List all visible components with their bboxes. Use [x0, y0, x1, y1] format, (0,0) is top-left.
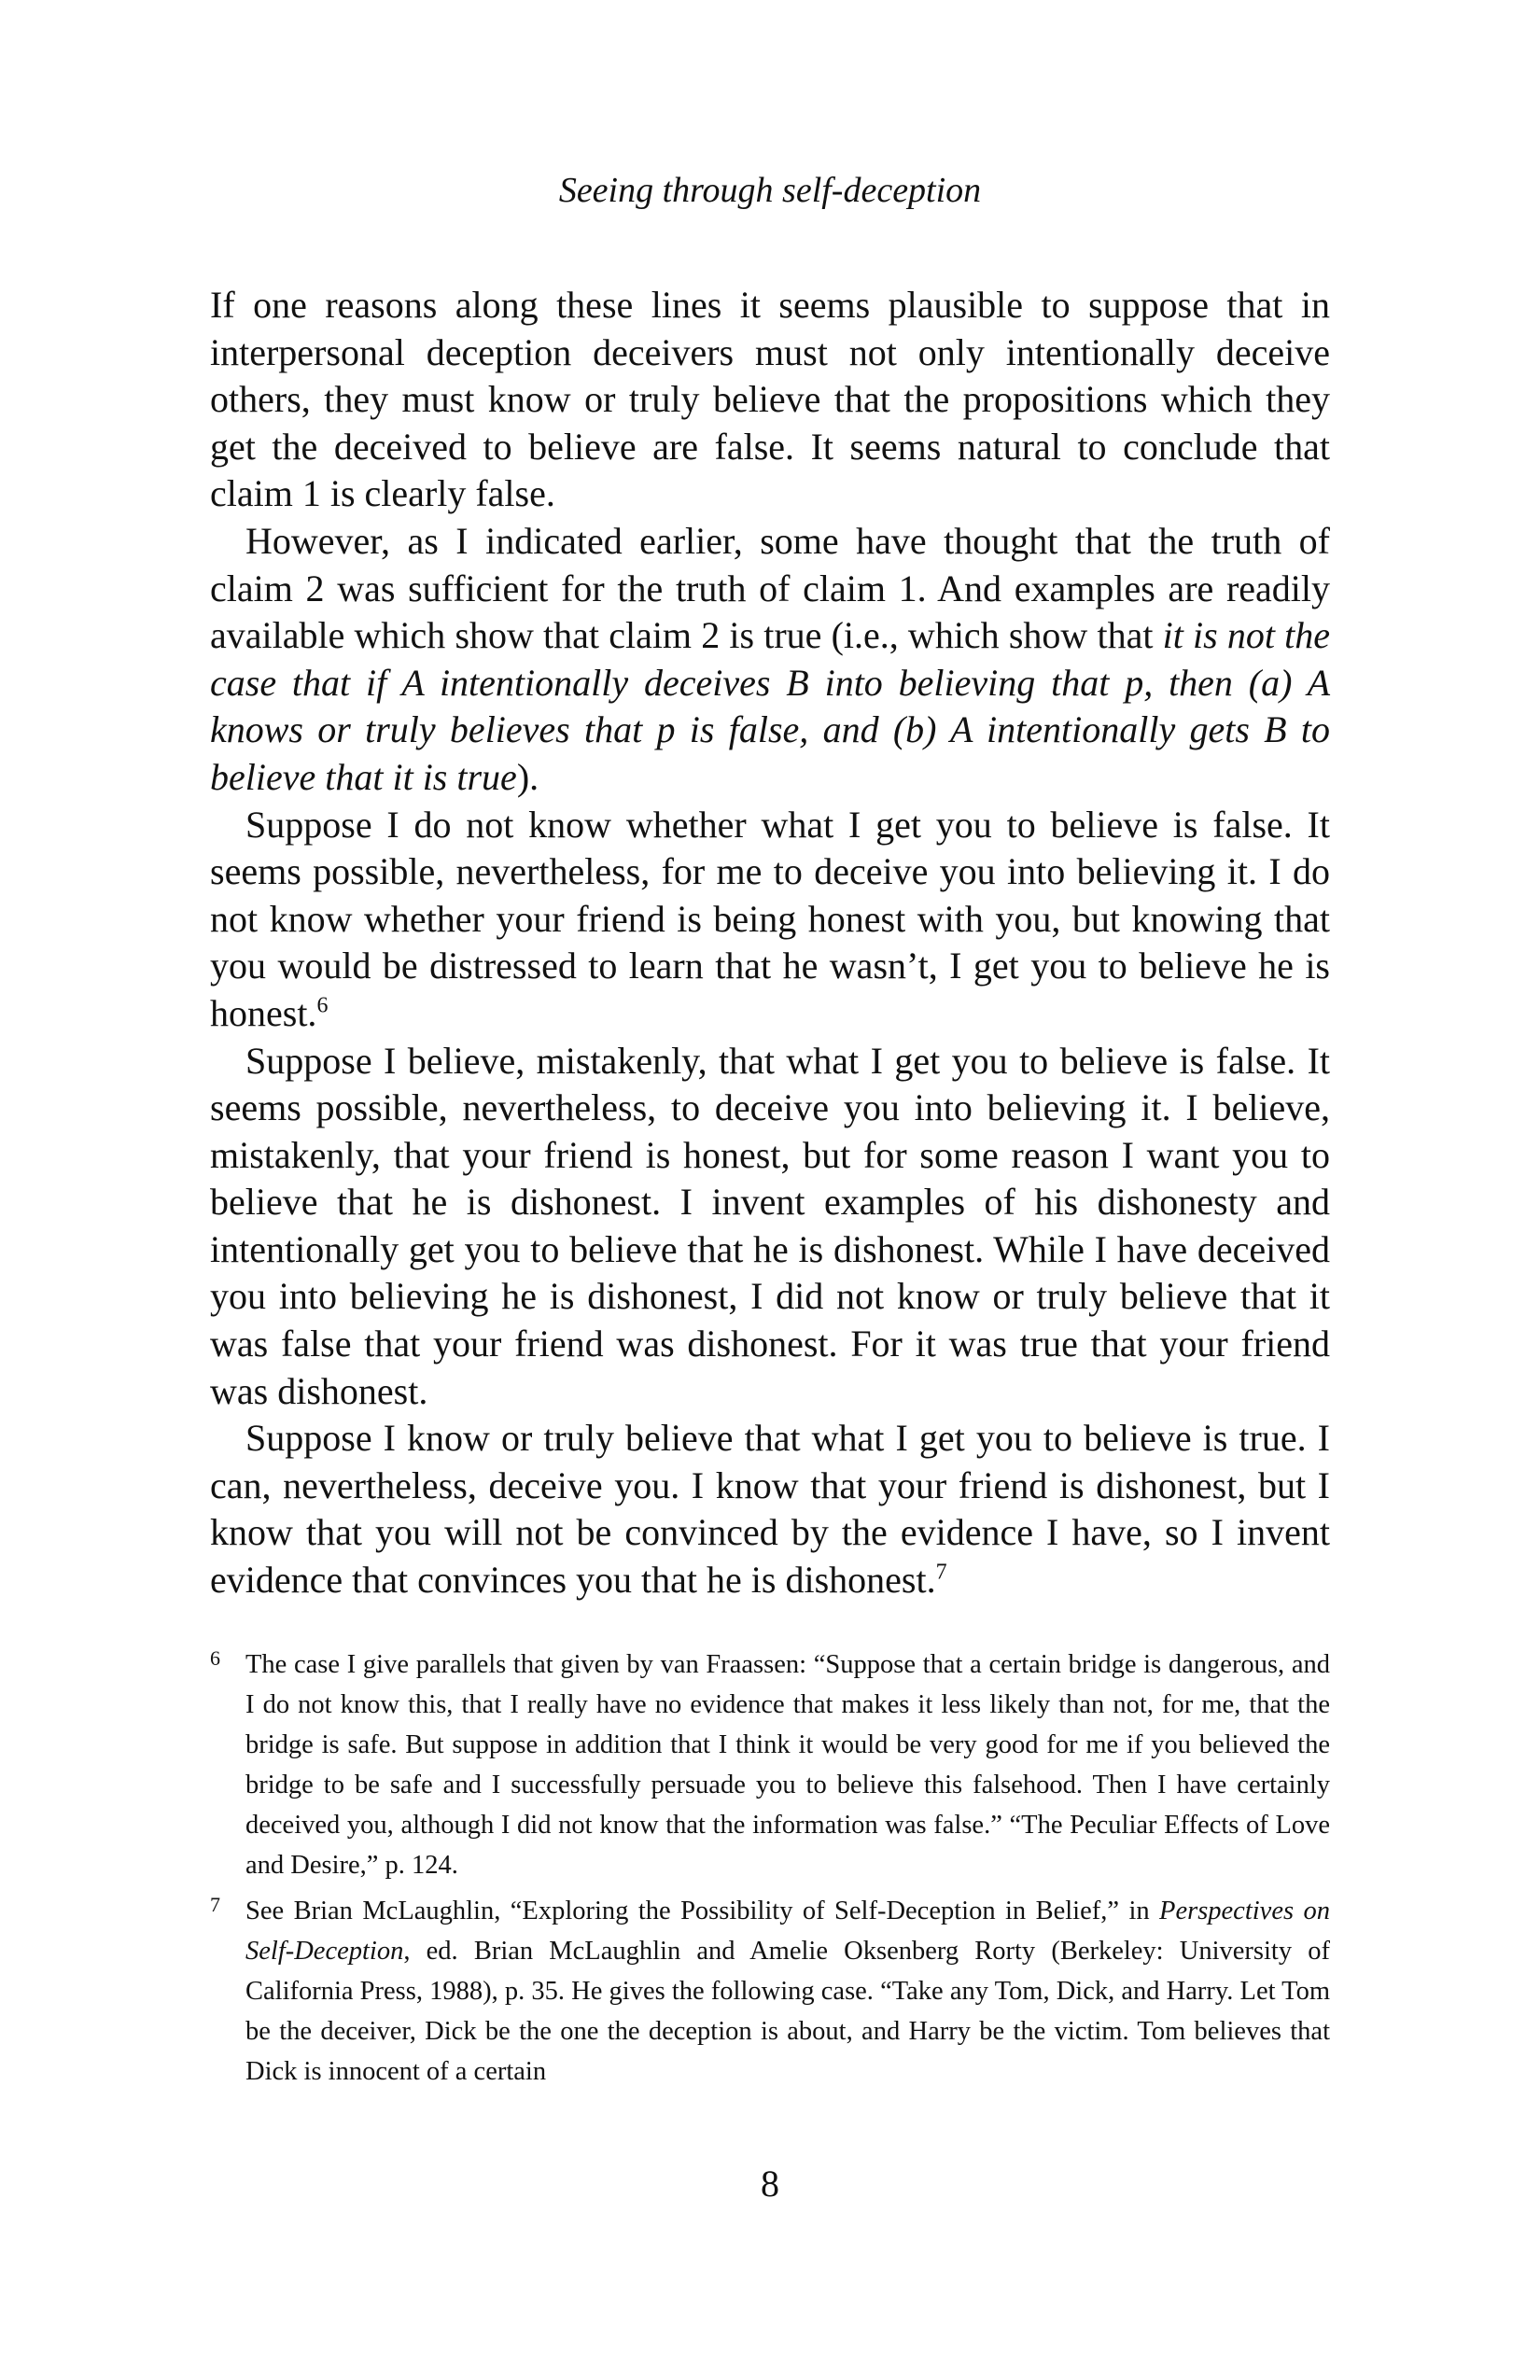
footnote-number: 6: [210, 1646, 220, 1670]
paragraph: If one reasons along these lines it seems plausible to suppose that in interpersonal deception deceivers must not only intentionally deceive others, they must know or truly believe that the propositions which they get the deceived to believe are false. It seems natural to conclude that claim 1 is clearly false.: [210, 284, 1330, 515]
paragraph: Suppose I know or truly believe that what I get you to believe is true. I can, nevertheless, deceive you. I know that your friend is dishonest, but I know that you will not be convinced by the evidence I have, so I invent evidence that convinces you that he is dishonest.$^7$: [210, 1417, 1330, 1602]
running-head: Seeing through self-deception: [558, 171, 982, 210]
footnote-ref[interactable]: 7: [935, 1560, 947, 1585]
footnote: 6 The case I give parallels that given by van Fraassen: “Suppose that a certain bridge is dangerous, and I do not know this, that I really have no evidence that makes it less likely than not, for me, that the bridge is safe. But suppose in addition that I think it would be very good for me if you believed the bridge to be safe and I successfully persuade you to believe this falsehood. Then I have certainly deceived you, although I did not know that the information was false.” “The Peculiar Effects of Love and Desire,” p. 124.: [210, 1646, 1330, 1880]
page-number: 8: [761, 2163, 779, 2205]
paragraph: Suppose I do not know whether what I get you to believe is false. It seems possible, nevertheless, for me to deceive you into believing it. I do not know whether your friend is being honest with you, but knowing that you would be distressed to learn that he wasn’t, I get you to believe he is honest.$^6$: [210, 803, 1330, 1034]
book-title: Perspectives on Self-Deception: [245, 1897, 1330, 1966]
footnote-number: 7: [210, 1893, 220, 1916]
footnote-ref[interactable]: 6: [316, 993, 329, 1018]
italic-claim: it is not the case that if A intentionally deceives B into believing that p, then (a) A knows or truly believes that p is false, and (b) A intentionally gets B to believe that it is true: [210, 614, 1330, 798]
footnote: 7 See Brian McLaughlin, “Exploring the Possibility of Self-Deception in Belief,” in Perspectives on Self-Deception, ed. Brian McLaughlin and Amelie Oksenberg Rorty (Berkeley: University of California Press, 1988), p. 35. He gives the following case. “Take any Tom, Dick, and Harry. Let Tom be the deceiver, Dick be the one the deception is about, and Harry be the victim. Tom believes that Dick is innocent of a certain: [210, 1893, 1330, 2086]
paragraph: However, as I indicated earlier, some have thought that the truth of claim 2 was sufficient for the truth of claim 1. And examples are readily available which show that claim 2 is true (i.e., which show that it is not the case that if A intentionally deceives B into believing that p, then (a) A knows or truly believes that p is false, and (b) A intentionally gets B to believe that it is true).: [210, 519, 1330, 798]
body-text: [210, 282, 1330, 1604]
footnotes: [210, 1645, 1330, 2097]
book-page: [210, 0, 1330, 2380]
paragraph: Suppose I believe, mistakenly, that what I get you to believe is false. It seems possible, nevertheless, to deceive you into believing it. I believe, mistakenly, that your friend is honest, but for some reason I want you to believe that he is dishonest. I invent examples of his dishonesty and intentionally get you to believe that he is dishonest. While I have deceived you into believing he is dishonest, I did not know or truly believe that it was false that your friend was dishonest. For it was true that your friend was dishonest.: [210, 1039, 1330, 1412]
